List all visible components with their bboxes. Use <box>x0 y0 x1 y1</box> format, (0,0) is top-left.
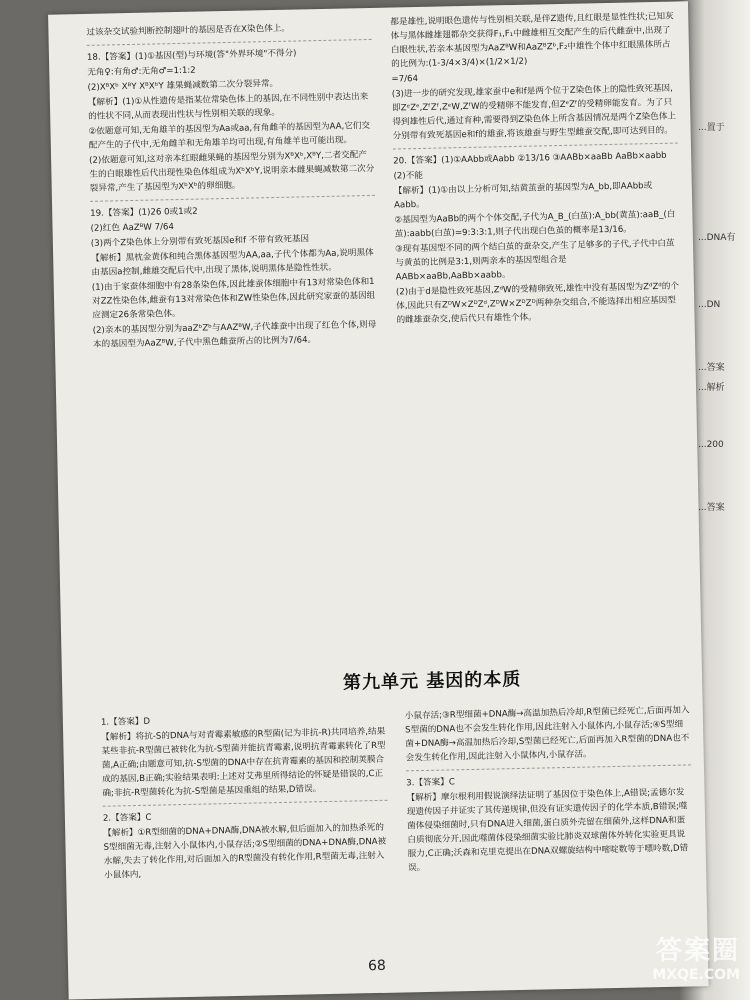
q19-line: 【解析】黑枕金黄体和纯合黑体基因型为AA,aa,子代个体都为Aa,说明黑体由基因a控制,雌雄交配后代中,出现了黑体,说明黑体是隐性性状。 <box>91 247 374 278</box>
left-column <box>86 20 378 353</box>
answer-line: 【解析】将抗-S的DNA与对青霉素敏感的R型菌(记为非抗-R)共同培养,结果某些非抗-R型菌已被转化为抗-S型菌并能抗青霉素,说明抗青霉素转化了R型菌,A正确;由题意可知,抗-S型菌的DNA中存在抗青霉素的基因和控制荚膜合成的基因,B正确;实验结果表明:上述对艾弗里所得结论的怀疑是错误的,C正确;非抗-R型菌转化为抗-S型菌是基因重组的结果,D错误。 <box>101 726 386 799</box>
answer-line: 2.【答案】C <box>102 812 152 824</box>
q19-line: (3)两个Z染色体上分别带有致死基因e和f 不带有致死基因 <box>90 234 310 249</box>
q18-line: ②依题意可知,无角雄羊的基因型为Aa或aa,有角雌羊的基因型为AA,它们交配产生的子代中,无角雌羊和无角雄羊均可出现,有角雄羊也可能出现。 <box>88 120 371 151</box>
answer-line: 【解析】摩尔根利用假说演绎法证明了基因位于染色体上,A错误;孟德尔发现遗传因子并证实了其传递规律,但没有证实遗传因子的化学本质,B错误;噬菌体侵染细菌时,只有DNA进入细菌,蛋白质外壳留在细菌外,这样DNA和蛋白质彻底分开,因此噬菌体侵染细菌实验比肺炎双球菌体外转化实验更具说服力,C正确;沃森和克里克提出在DNA双螺旋结构中嘧啶数等于嘌呤数,D错误。 <box>406 787 689 874</box>
q19-line: (2)红色 AaZᴮW 7/64 <box>90 222 175 234</box>
top-para-line: (3)进一步的研究发现,雄家蚕中e和f是两个位于Z染色体上的隐性致死基因,即ZᵉZᵉ,ZᶠZᶠ,ZᵉW,ZᶠW的受精卵不能发育,但ZᵉZᶠ的受精卵能发育。为了只得到雄性后代,通过育种,需要得到Z染色体上所含基因情况是两个Z染色体上分别带有致死基因e和f的雄蚕,将该雄蚕与野生型雌蚕交配,即可达到目的。 <box>391 83 677 142</box>
watermark-logo <box>620 930 740 990</box>
edge-fragment: ...DN <box>698 300 721 310</box>
q20-line: (2)不能 <box>393 170 424 182</box>
answer-line: 3.【答案】C <box>406 777 455 789</box>
top-para-line: 都是雄性,说明眼色遗传与性别相关联,是伴Z遗传,且红眼是显性性状;已知灰体与黑体雌雄翅都杂交获得F₁,F₁中雌雄相互交配产生的后代雌蚕中,出现了白眼性状,若亲本基因型为AaZᴮW和AaZᴮZᵇ,F₂中雄性个体中红眼黑体所占的比例为:(1-3/4×3/4)×(1/2×1/2) <box>390 11 674 70</box>
q18-line: 无角♀:有角♂:无角♂=1:1:2 <box>87 65 196 78</box>
q20-line: 【解析】(1)①由以上分析可知,结黄茧蚕的基因型为A_bb,即AAbb或Aabb。 <box>393 181 653 211</box>
q18-line: (2)依题意可知,这对亲本红眼雌果蝇的基因型分别为XᴮXᵇ,XᴮY,二者交配产生的白眼雄性后代出现性染色体组成为XᵇXᵇY,说明亲本雌果蝇减数第二次分裂异常,产生了基因型为XᵇXᵇ的卵细胞。 <box>89 150 375 194</box>
book-page <box>48 1 708 999</box>
answer-line: 小鼠存活;③R型细菌+DNA酶→高温加热后冷却,R型菌已经死亡,后面再加入S型菌的DNA也不会发生转化作用,因此注射入小鼠体内,小鼠存活;④S型细菌+DNA酶→高温加热后冷却,S型菌已经死亡,后面再加入R型菌的DNA也不会发生转化作用,因此注射入小鼠体内,小鼠存活。 <box>404 705 690 764</box>
answer-line: 1.【答案】D <box>100 716 151 728</box>
bottom-left-column <box>101 710 389 884</box>
q18-line: 【解析】(1)①从性遗传是指某位常染色体上的基因,在不同性别中表达出来的性状不同,从而表现出性状与性别相关联的现象。 <box>87 92 369 122</box>
edge-fragment: ...DNA有 <box>698 233 736 243</box>
intro-line: 过该杂交试验判断控制翅叶的基因是否在X染色体上。 <box>86 23 291 38</box>
watermark-text-top: 答案圈 <box>655 936 740 966</box>
edge-fragment: ...答案 <box>698 363 725 373</box>
answer-line: 【解析】①R型细菌的DNA+DNA酶,DNA被水解,但后面加入的加热杀死的S型细菌无毒,注射入小鼠体内,小鼠存活;②S型细菌的DNA+DNA酶,DNA被水解,失去了转化作用,对后面加入的R型菌没有转化作用,R型菌无毒,注射入小鼠体内, <box>103 822 387 881</box>
edge-fragment: ...答案 <box>698 503 725 513</box>
q20-line: ③现有基因型不同的两个结白茧的蚕杂交,产生了足够多的子代,子代中白茧与黄茧的比例是3:1,则两亲本的基因型组合是AABb×aaBb,AaBb×aabb。 <box>394 238 675 283</box>
right-column <box>390 10 681 329</box>
q18-line: (2)XᴮXᵇ XᴮY XᴮXᵇY 雄果蝇减数第二次分裂异常。 <box>87 78 279 93</box>
q19-line: 19.【答案】(1)26 0或1或2 <box>90 206 198 219</box>
q20-line: ②基因型为AaBb的两个个体交配,子代为A_B_(白茧):A_bb(黄茧):aaB_(白茧):aabb(白茧)=9:3:3:1,则子代出现白色茧的概率是13/16。 <box>394 209 676 240</box>
page-number: 68 <box>367 957 387 975</box>
watermark-text-bottom: MXQE.COM <box>652 967 740 983</box>
q20-line: (2)由于d是隐性致死基因,ZᵈW的受精卵致死,雄性中没有基因型为ZᵈZᵈ的个体,因此只有ZᴰW×ZᴰZᵈ,ZᴰW×ZᴰZᴰ两种杂交组合,不能选择出相应基因型的雌雄蚕杂交,使后代只有雄性个体。 <box>395 281 680 326</box>
edge-fragment: ...200 <box>698 440 724 450</box>
edge-fragment: ...解析 <box>698 383 725 393</box>
edge-fragment: ...置于 <box>698 123 725 133</box>
q19-line: (2)亲本的基因型分别为aaZᵇZᵇ与AAZᴮW,子代雄蚕中出现了红色个体,则母本的基因型为AaZᴮW,子代中黑色雌蚕所占的比例为7/64。 <box>92 319 377 350</box>
q20-line: 20.【答案】(1)①AAbb或Aabb ②13/16 ③AABb×aaBb AaBb×aabb <box>393 150 667 167</box>
top-para-line: =7/64 <box>391 73 419 85</box>
q18-line: 18.【答案】(1)①基因(型)与环境(答"外界环境"不得分) <box>86 48 297 63</box>
q19-line: (1)由于家蚕体细胞中有28条染色体,因此雄蚕体细胞中有13对常染色体和1对ZZ性染色体,雌蚕有13对常染色体和ZW性染色体,因此研究家蚕的基因组应测定26条常染色体。 <box>91 276 376 321</box>
unit-title: 第九单元 基因的本质 <box>342 668 522 694</box>
bottom-right-column <box>405 703 693 876</box>
